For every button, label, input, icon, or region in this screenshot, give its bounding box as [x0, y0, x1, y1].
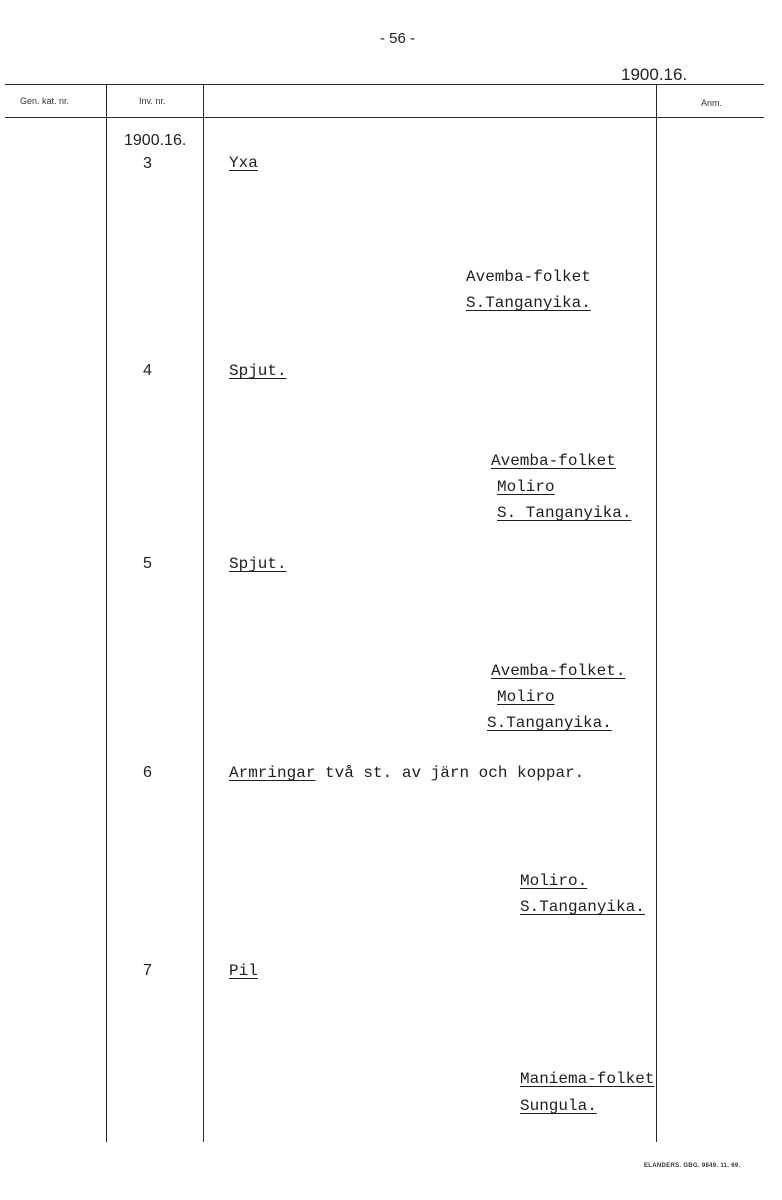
entry-item: Pil	[229, 962, 258, 980]
header-top-rule	[5, 84, 764, 85]
entry-origin-line: Moliro	[497, 478, 555, 496]
entry-inv-number: 5	[143, 555, 152, 572]
entry-origin-line: Moliro.	[520, 872, 588, 890]
entry-origin-line: S. Tanganyika.	[497, 504, 632, 522]
printer-imprint: ELANDERS. GBG. 9849. 11. 69.	[644, 1163, 741, 1169]
entry-item: Yxa	[229, 154, 258, 172]
column-header-anm: Anm.	[701, 98, 723, 108]
column-divider-gen-kat	[106, 84, 107, 1142]
column-header-inv: Inv. nr.	[139, 96, 166, 106]
page-number: - 56 -	[380, 30, 416, 47]
entry-item-line	[229, 764, 584, 782]
entry-item: Armringar	[229, 764, 316, 782]
entry-inv-number: 4	[143, 362, 152, 379]
entry-origin-line: S.Tanganyika.	[487, 714, 612, 732]
entry-origin-line: Avemba-folket.	[491, 662, 626, 680]
column-divider-anm	[656, 84, 657, 1142]
entry-inv-number: 7	[143, 962, 152, 979]
entry-inv-number: 3	[143, 155, 152, 172]
entry-inv-number: 6	[143, 764, 152, 781]
column-divider-inv	[203, 84, 204, 1142]
entry-origin-line: Maniema-folket	[520, 1070, 655, 1088]
entry-origin-line: Avemba-folket	[466, 268, 591, 286]
entry-origin-line: Avemba-folket	[491, 452, 616, 470]
entry-origin-line: S.Tanganyika.	[466, 294, 591, 312]
entry-item-description: två st. av järn och koppar.	[315, 764, 585, 782]
entry-item: Spjut.	[229, 362, 287, 380]
entry-origin-line: Moliro	[497, 688, 555, 706]
entry-origin-line: Sungula.	[520, 1097, 597, 1115]
entry-origin-line: S.Tanganyika.	[520, 898, 645, 916]
entry-batch-prefix: 1900.16.	[124, 132, 187, 149]
entry-item: Spjut.	[229, 555, 287, 573]
header-bottom-rule	[5, 117, 764, 118]
column-header-gen-kat: Gen. kat. nr.	[20, 96, 70, 106]
batch-number: 1900.16.	[621, 65, 688, 84]
